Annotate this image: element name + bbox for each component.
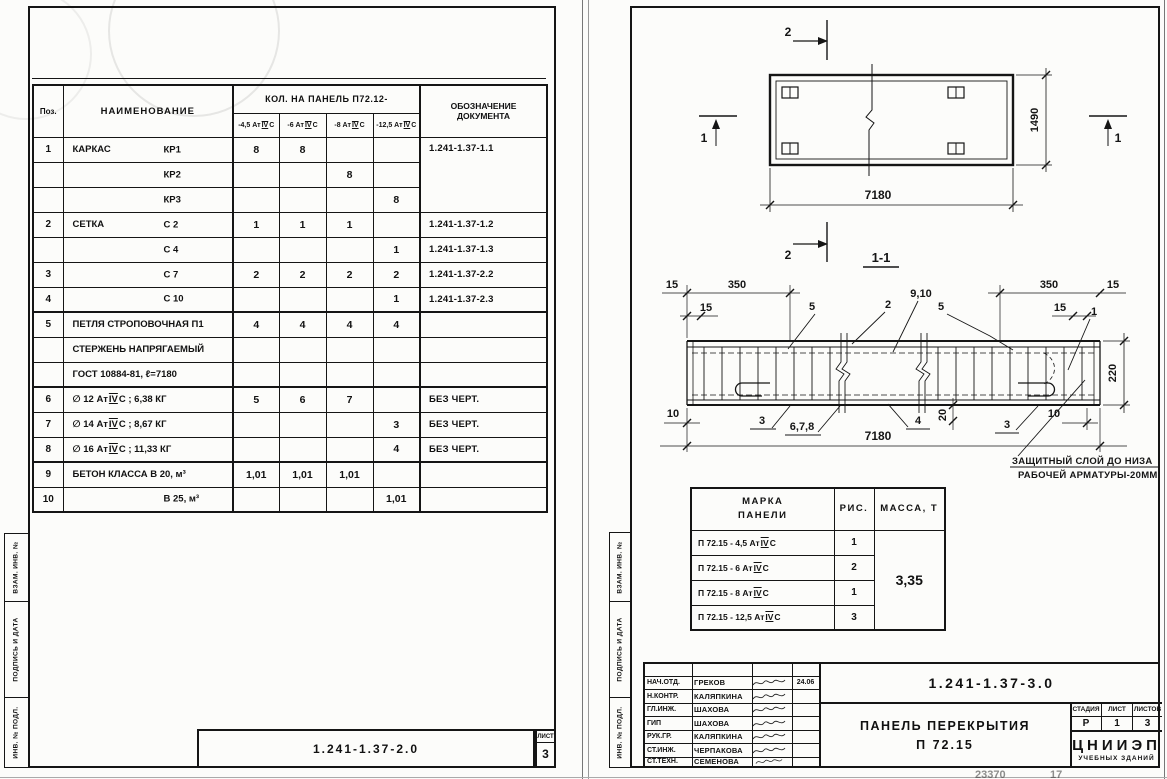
name-cell: КР2	[63, 162, 233, 187]
table-row	[33, 462, 547, 487]
qty-col-header: -6 АтIVС	[279, 113, 326, 137]
callout-label: 6,7,8	[789, 421, 815, 433]
footer-sheet-label: ЛИСТ	[537, 731, 554, 743]
qty-cell	[233, 162, 279, 187]
table-row	[33, 337, 547, 362]
name-cell: В 25, м³	[63, 487, 233, 512]
poz-cell: 5	[33, 312, 63, 337]
poz-cell: 3	[33, 262, 63, 287]
qty-cell	[279, 237, 326, 262]
col-header-poz: Поз.	[33, 85, 63, 137]
margin-stamp-label: ИНВ. № ПОДЛ.	[616, 706, 624, 759]
sheet-value: 1	[1114, 717, 1120, 729]
poz-cell	[33, 337, 63, 362]
name-cell: ЧЕРПАКОВА	[694, 745, 743, 755]
poz-cell: 8	[33, 437, 63, 462]
qty-cell: 4	[279, 312, 326, 337]
name-cell: ∅ 12 АтIVС ; 6,38 КГ	[63, 387, 233, 412]
table-row	[33, 487, 547, 512]
qty-cell: 8	[233, 137, 279, 162]
pencil-note: 23370	[975, 769, 1006, 779]
drawing-title	[821, 704, 1069, 766]
qty-cell	[373, 337, 420, 362]
section-callouts	[664, 288, 1098, 435]
col-header-mass: МАССА, Т	[874, 488, 945, 530]
name-cell: ГОСТ 10884-81, ℓ=7180	[63, 362, 233, 387]
fig-cell: 3	[834, 605, 874, 630]
qty-cell	[279, 437, 326, 462]
qty-cell: 4	[233, 312, 279, 337]
callout-label: 1	[1090, 306, 1098, 318]
name-cell: ШАХОВА	[694, 718, 730, 728]
qty-cell: 1,01	[373, 487, 420, 512]
name-cell: КР3	[63, 187, 233, 212]
table-row	[33, 412, 547, 437]
table-row	[33, 262, 547, 287]
signature-mark	[752, 689, 792, 703]
section-marker-label: 1	[700, 131, 708, 145]
pencil-note: 17	[1050, 769, 1063, 779]
qty-cell	[233, 437, 279, 462]
name-cell: С 4	[63, 237, 233, 262]
poz-cell: 1	[33, 137, 63, 162]
footer-doc-number: 1.241-1.37-2.0	[312, 741, 420, 756]
qty-cell: 1	[233, 212, 279, 237]
poz-cell	[33, 187, 63, 212]
qty-cell: 1	[373, 237, 420, 262]
qty-cell: 4	[373, 437, 420, 462]
note-line1: ЗАЩИТНЫЙ СЛОЙ ДО НИЗА	[1012, 456, 1153, 467]
doc-cell: 1.241-1.37-1.3	[420, 237, 547, 262]
qty-cell: 8	[326, 162, 373, 187]
poz-cell: 6	[33, 387, 63, 412]
qty-cell: 2	[233, 262, 279, 287]
qty-cell: 6	[279, 387, 326, 412]
section-top-dims	[662, 279, 1126, 340]
section-marker-label: 1	[1114, 131, 1122, 145]
doc-cell: БЕЗ ЧЕРТ.	[420, 387, 547, 412]
break-line	[836, 333, 844, 413]
callout-label: 10	[1047, 408, 1061, 420]
specification-table	[32, 84, 548, 513]
qty-cell	[233, 362, 279, 387]
stirrup-lines	[704, 347, 1082, 400]
doc-cell	[420, 487, 547, 512]
qty-cell	[233, 412, 279, 437]
section-marker-2-top	[785, 20, 828, 60]
doc-cell: 1.241-1.37-1.2	[420, 212, 547, 237]
strand-hook-left	[736, 383, 771, 396]
margin-stamp-podpis	[4, 601, 29, 698]
poz-cell: 10	[33, 487, 63, 512]
qty-cell: 4	[373, 312, 420, 337]
qty-cell	[233, 487, 279, 512]
title-block-doc-number: 1.241-1.37-3.0	[928, 675, 1055, 691]
plan-view-drawing	[699, 20, 1127, 267]
spec-header-row	[33, 85, 547, 113]
margin-stamp-label: ВЗАМ. ИНВ. №	[616, 540, 624, 594]
qty-cell	[233, 337, 279, 362]
fig-cell: 1	[834, 530, 874, 555]
mark-cell: П 72.15 - 12,5 АтIVС	[691, 605, 834, 630]
section-marker-label: 2	[784, 25, 792, 39]
drawing-title-line2: П 72.15	[916, 737, 974, 752]
doc-cell: БЕЗ ЧЕРТ.	[420, 437, 547, 462]
qty-cell: 1	[279, 212, 326, 237]
qty-cell	[373, 137, 420, 162]
qty-cell	[326, 362, 373, 387]
marka-header-row	[691, 488, 945, 530]
qty-col-header: -4,5 АтIVС	[233, 113, 279, 137]
organization-logo	[1071, 732, 1162, 766]
fig-cell: 2	[834, 555, 874, 580]
qty-cell: 1,01	[326, 462, 373, 487]
signature-mark	[752, 703, 792, 716]
dim-label: 220	[1107, 363, 1119, 383]
name-cell: КАЛЯПКИНА	[694, 732, 743, 741]
poz-cell: 9	[33, 462, 63, 487]
dim-label: 15	[1053, 302, 1067, 314]
qty-col-header: -8 АтIVС	[326, 113, 373, 137]
dim-1490	[1016, 68, 1052, 172]
col-header-qty-group: КОЛ. НА ПАНЕЛЬ П72.12-	[233, 85, 420, 113]
name-cell: БЕТОН КЛАССА В 20, м³	[63, 462, 233, 487]
margin-stamp-podpis	[609, 601, 631, 698]
name-cell: ∅ 14 АтIVС ; 8,67 КГ	[63, 412, 233, 437]
table-row	[33, 387, 547, 412]
qty-cell	[373, 162, 420, 187]
title-block	[643, 662, 1160, 768]
name-cell: С 10	[63, 287, 233, 312]
qty-cell	[326, 187, 373, 212]
doc-cell	[420, 462, 547, 487]
signature-mark	[752, 743, 792, 757]
qty-cell: 7	[326, 387, 373, 412]
qty-cell	[326, 337, 373, 362]
role-cell: РУК.ГР.	[647, 733, 672, 740]
dim-label: 7180	[864, 429, 892, 443]
doc-cell	[420, 337, 547, 362]
table-row	[33, 312, 547, 337]
panel-outline	[770, 75, 1013, 165]
name-cell: СЕМЕНОВА	[694, 757, 739, 766]
margin-stamp-inv	[609, 697, 631, 768]
callout-label: 10	[666, 408, 680, 420]
view-label: 1-1	[871, 250, 891, 265]
doc-cell: 1.241-1.37-2.3	[420, 287, 547, 312]
margin-stamp-inv	[4, 697, 29, 768]
role-cell: ГИП	[647, 719, 662, 727]
col-header-doc	[420, 85, 547, 137]
sheet-edge-divider	[582, 0, 583, 779]
sheet-label: ЛИСТ	[1108, 705, 1126, 713]
sheets-label: ЛИСТОВ	[1133, 705, 1162, 713]
qty-cell	[233, 187, 279, 212]
poz-cell: 7	[33, 412, 63, 437]
poz-cell: 4	[33, 287, 63, 312]
footer-sheet-number: 3	[542, 747, 549, 761]
organization-subtitle: УЧЕБНЫХ ЗДАНИЙ	[1078, 754, 1155, 762]
margin-stamp-label: ИНВ. № ПОДЛ.	[13, 706, 21, 759]
qty-cell	[373, 462, 420, 487]
qty-cell: 2	[373, 262, 420, 287]
mark-cell: П 72.15 - 4,5 АтIVС	[691, 530, 834, 555]
col-header-mark: МАРКА ПАНЕЛИ	[691, 488, 834, 530]
panel-inner-outline	[776, 81, 1007, 159]
dim-label: 15	[699, 302, 713, 314]
role-cell: НАЧ.ОТД.	[647, 679, 680, 686]
qty-cell	[326, 287, 373, 312]
name-cell: ∅ 16 АтIVС ; 11,33 КГ	[63, 437, 233, 462]
qty-cell: 8	[279, 137, 326, 162]
signature-mark	[752, 730, 792, 743]
dim-220	[1103, 333, 1130, 413]
panel-marks-table	[690, 487, 946, 631]
qty-cell	[279, 162, 326, 187]
fig-cell: 1	[834, 580, 874, 605]
poz-cell	[33, 162, 63, 187]
qty-cell: 1	[326, 212, 373, 237]
col-header-doc-line2: ДОКУМЕНТА	[456, 111, 511, 122]
qty-cell	[279, 287, 326, 312]
margin-stamp-label: ВЗАМ. ИНВ. №	[13, 541, 20, 594]
qty-cell: 8	[373, 187, 420, 212]
qty-cell: 1,01	[279, 462, 326, 487]
callout-label: 2	[884, 299, 892, 311]
margin-stamp-label: ПОДПИСЬ И ДАТА	[13, 617, 20, 682]
qty-cell	[326, 137, 373, 162]
qty-cell	[279, 362, 326, 387]
doc-cell	[420, 312, 547, 337]
poz-cell	[33, 237, 63, 262]
qty-cell	[326, 412, 373, 437]
col-header-fig: РИС.	[834, 488, 874, 530]
poz-cell: 2	[33, 212, 63, 237]
footer-doc-box	[197, 729, 535, 768]
qty-cell	[233, 237, 279, 262]
qty-cell	[279, 487, 326, 512]
margin-stamp-vzam	[4, 533, 29, 602]
organization-name: ЦНИИЭП	[1072, 736, 1161, 754]
qty-cell: 2	[326, 262, 373, 287]
mark-cell: П 72.15 - 6 АтIVС	[691, 555, 834, 580]
footer-sheet-box	[535, 729, 556, 768]
date-cell: 24.06	[796, 679, 815, 686]
name-cell: ГРЕКОВ	[694, 678, 726, 687]
qty-cell	[279, 187, 326, 212]
dim-7180-plan	[760, 168, 1023, 212]
qty-cell	[373, 387, 420, 412]
doc-cell: 1.241-1.37-1.1	[420, 137, 547, 212]
section-marker-2-bottom	[785, 222, 828, 262]
dim-label: 350	[1039, 279, 1059, 291]
table-row	[691, 530, 945, 555]
dim-label: 15	[665, 279, 679, 291]
callout-label: 5	[808, 301, 816, 313]
col-header-doc-line1: ОБОЗНАЧЕНИЕ	[450, 100, 517, 111]
qty-cell	[373, 212, 420, 237]
sheet-edge-right	[1164, 0, 1165, 779]
role-cell: ГЛ.ИНЖ.	[647, 706, 677, 713]
mark-cell: П 72.15 - 8 АтIVС	[691, 580, 834, 605]
callout-label: 3	[758, 415, 766, 427]
col-header-name: НАИМЕНОВАНИЕ	[63, 85, 233, 137]
drawing-title-line1: ПАНЕЛЬ ПЕРЕКРЫТИЯ	[860, 718, 1030, 733]
name-cell: КАЛЯПКИНА	[694, 691, 743, 701]
table-row	[33, 137, 547, 162]
margin-stamp-label: ПОДПИСЬ И ДАТА	[616, 617, 624, 682]
qty-cell	[373, 362, 420, 387]
callout-label: 3	[1003, 419, 1011, 431]
qty-cell	[326, 237, 373, 262]
strand-hook-right	[1018, 383, 1055, 396]
name-cell: СТЕРЖЕНЬ НАПРЯГАЕМЫЙ	[63, 337, 233, 362]
qty-cell: 1	[373, 287, 420, 312]
section-marker-1-left	[699, 116, 737, 146]
name-cell: ШАХОВА	[694, 705, 730, 714]
table-top-rule	[32, 78, 546, 79]
stage-value: Р	[1082, 717, 1090, 729]
signature-mark	[752, 676, 792, 689]
dim-label: 7180	[864, 188, 892, 202]
doc-cell: 1.241-1.37-2.2	[420, 262, 547, 287]
role-cell: СТ.ИНЖ.	[647, 746, 676, 754]
callout-label: 5	[937, 301, 945, 313]
qty-cell	[326, 437, 373, 462]
section-marker-1-right	[1089, 116, 1127, 146]
doc-cell: БЕЗ ЧЕРТ.	[420, 412, 547, 437]
sheets-value: 3	[1144, 717, 1151, 729]
role-cell: СТ.ТЕХН.	[647, 758, 678, 765]
name-cell: КАРКАС КР1	[63, 137, 233, 162]
panel-drawing	[630, 6, 1160, 480]
section-view-drawing	[660, 279, 1158, 480]
signature-mark	[752, 716, 792, 730]
qty-cell	[326, 487, 373, 512]
qty-col-header: -12,5 АтIVС	[373, 113, 420, 137]
qty-cell	[279, 337, 326, 362]
lifting-loop	[782, 87, 964, 154]
qty-cell: 2	[279, 262, 326, 287]
doc-cell	[420, 362, 547, 387]
name-cell: СЕТКА С 2	[63, 212, 233, 237]
role-cell: Н.КОНТР.	[647, 692, 679, 700]
table-row	[33, 212, 547, 237]
section-marker-label: 2	[784, 248, 792, 262]
table-row	[33, 237, 547, 262]
qty-cell: 3	[373, 412, 420, 437]
poz-cell	[33, 362, 63, 387]
margin-stamp-vzam	[609, 532, 631, 602]
callout-label: 20	[937, 408, 949, 422]
qty-cell: 5	[233, 387, 279, 412]
sheet-edge-divider	[588, 0, 589, 779]
qty-cell: 4	[326, 312, 373, 337]
table-row	[33, 362, 547, 387]
callout-label: 9,10	[910, 288, 932, 300]
qty-cell	[279, 412, 326, 437]
note-line2: РАБОЧЕЙ АРМАТУРЫ-20ММ	[1018, 470, 1158, 480]
dim-label: 15	[1106, 279, 1120, 291]
mass-cell: 3,35	[874, 530, 945, 630]
dim-label: 350	[727, 279, 747, 291]
callout-label: 4	[914, 415, 922, 427]
dim-label: 1490	[1029, 107, 1041, 133]
name-cell: С 7	[63, 262, 233, 287]
stage-label: СТАДИЯ	[1072, 705, 1100, 713]
table-row	[33, 287, 547, 312]
table-row	[33, 437, 547, 462]
signature-mark	[752, 756, 792, 766]
name-cell: ПЕТЛЯ СТРОПОВОЧНАЯ П1	[63, 312, 233, 337]
qty-cell: 1,01	[233, 462, 279, 487]
qty-cell	[233, 287, 279, 312]
break-line	[916, 333, 924, 413]
